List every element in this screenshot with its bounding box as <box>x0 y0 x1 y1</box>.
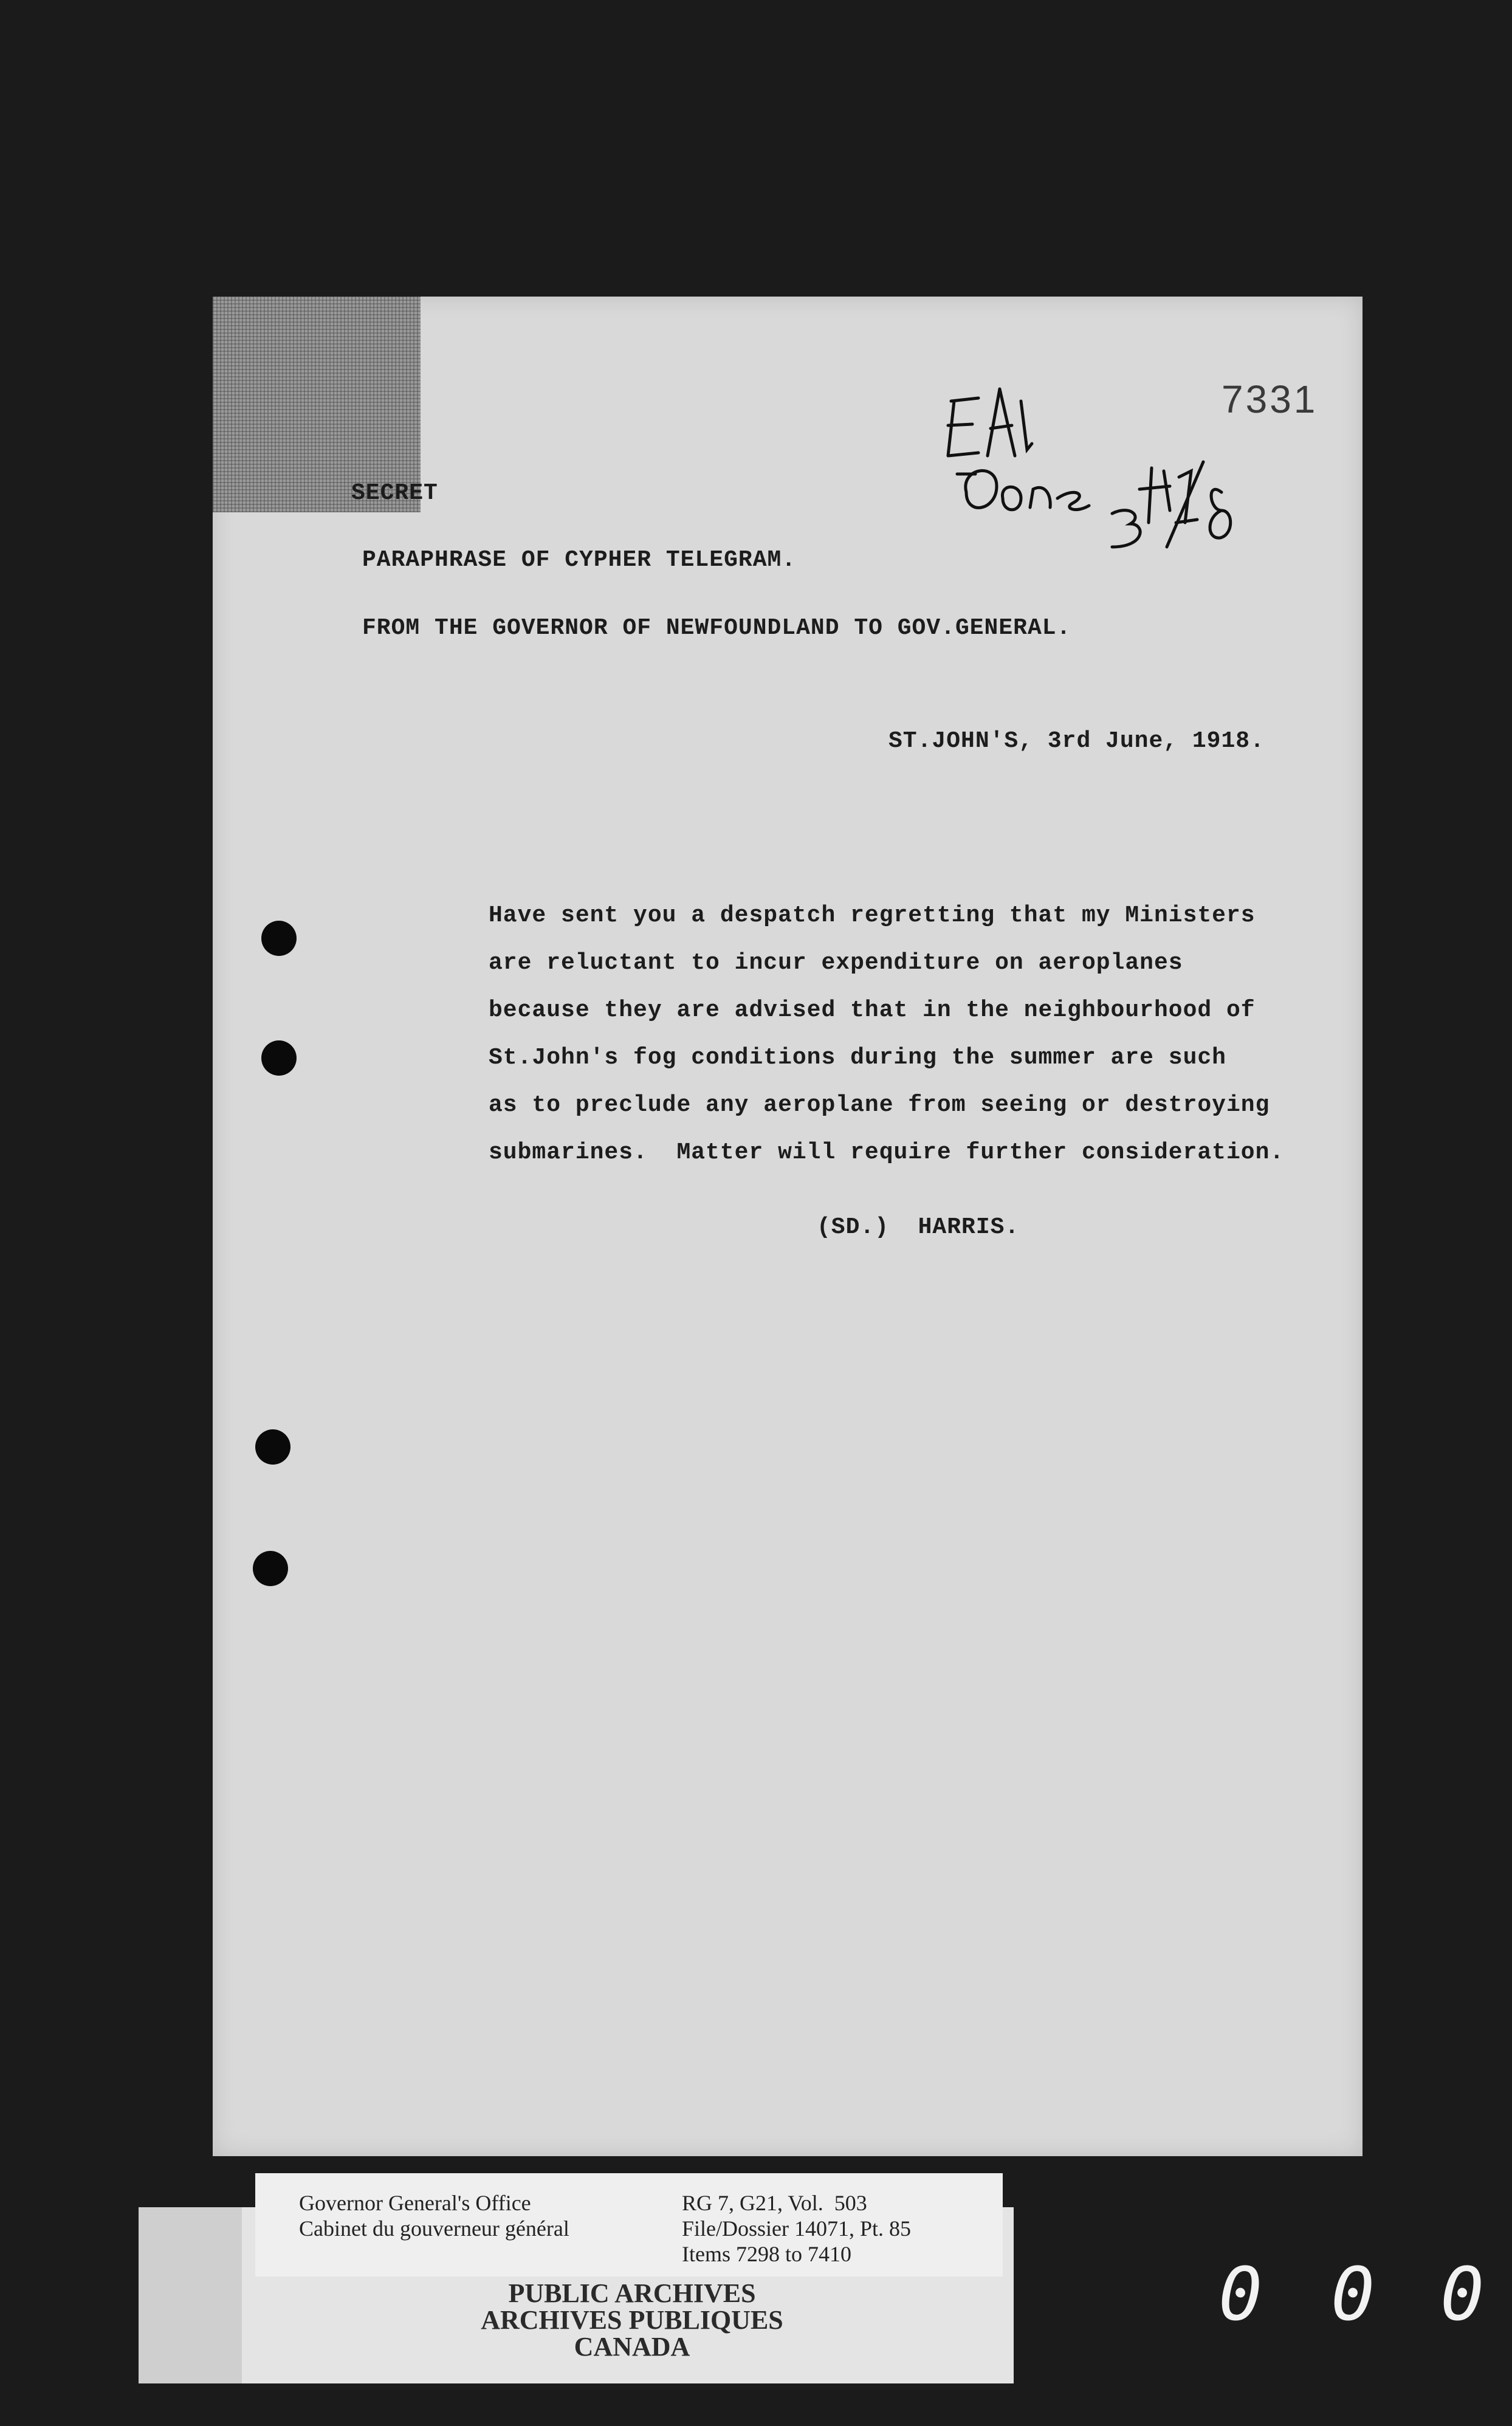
body-line: Have sent you a despatch regretting that my Ministers <box>489 902 1256 929</box>
item-range: Items 7298 to 7410 <box>682 2242 851 2266</box>
signature: (SD.) HARRIS. <box>817 1214 1020 1240</box>
body-line: as to preclude any aeroplane from seeing or destroying <box>489 1092 1270 1118</box>
routing-line: FROM THE GOVERNOR OF NEWFOUNDLAND TO GOV.GENERAL. <box>362 615 1071 641</box>
punch-hole <box>255 1429 290 1465</box>
archive-label-card <box>255 2173 1003 2277</box>
archives-country: CANADA <box>574 2332 690 2362</box>
body-line: are reluctant to incur expenditure on aeroplanes <box>489 950 1183 976</box>
document-title: PARAPHRASE OF CYPHER TELEGRAM. <box>362 547 797 573</box>
body-line: St.John's fog conditions during the summer are such <box>489 1045 1226 1071</box>
office-english: Governor General's Office <box>299 2191 531 2215</box>
archives-english: PUBLIC ARCHIVES <box>508 2278 756 2308</box>
frame-counter-digit: 0 <box>1218 2253 1263 2337</box>
office-french: Cabinet du gouverneur général <box>299 2216 569 2241</box>
classification-label: SECRET <box>351 480 438 506</box>
document-number: 7331 <box>1222 377 1318 421</box>
punch-hole <box>253 1551 288 1586</box>
file-reference: File/Dossier 14071, Pt. 85 <box>682 2216 912 2241</box>
body-line: because they are advised that in the neighbourhood of <box>489 997 1256 1023</box>
handwritten-annotation <box>930 365 1355 559</box>
archive-footer-block <box>139 2207 242 2383</box>
record-group-reference: RG 7, G21, Vol. 503 <box>682 2191 867 2215</box>
place-date: ST.JOHN'S, 3rd June, 1918. <box>888 728 1265 754</box>
public-archives-stamp <box>450 2280 814 2360</box>
archives-french: ARCHIVES PUBLIQUES <box>481 2305 783 2335</box>
frame-counter-digit: 0 <box>1440 2253 1485 2337</box>
punch-hole <box>261 921 297 956</box>
telegram-body <box>489 892 1284 1177</box>
document-page <box>213 297 1363 2156</box>
body-line: submarines. Matter will require further consideration. <box>489 1139 1285 1166</box>
frame-counter-digit: 0 <box>1331 2253 1375 2337</box>
punch-hole <box>261 1040 297 1076</box>
